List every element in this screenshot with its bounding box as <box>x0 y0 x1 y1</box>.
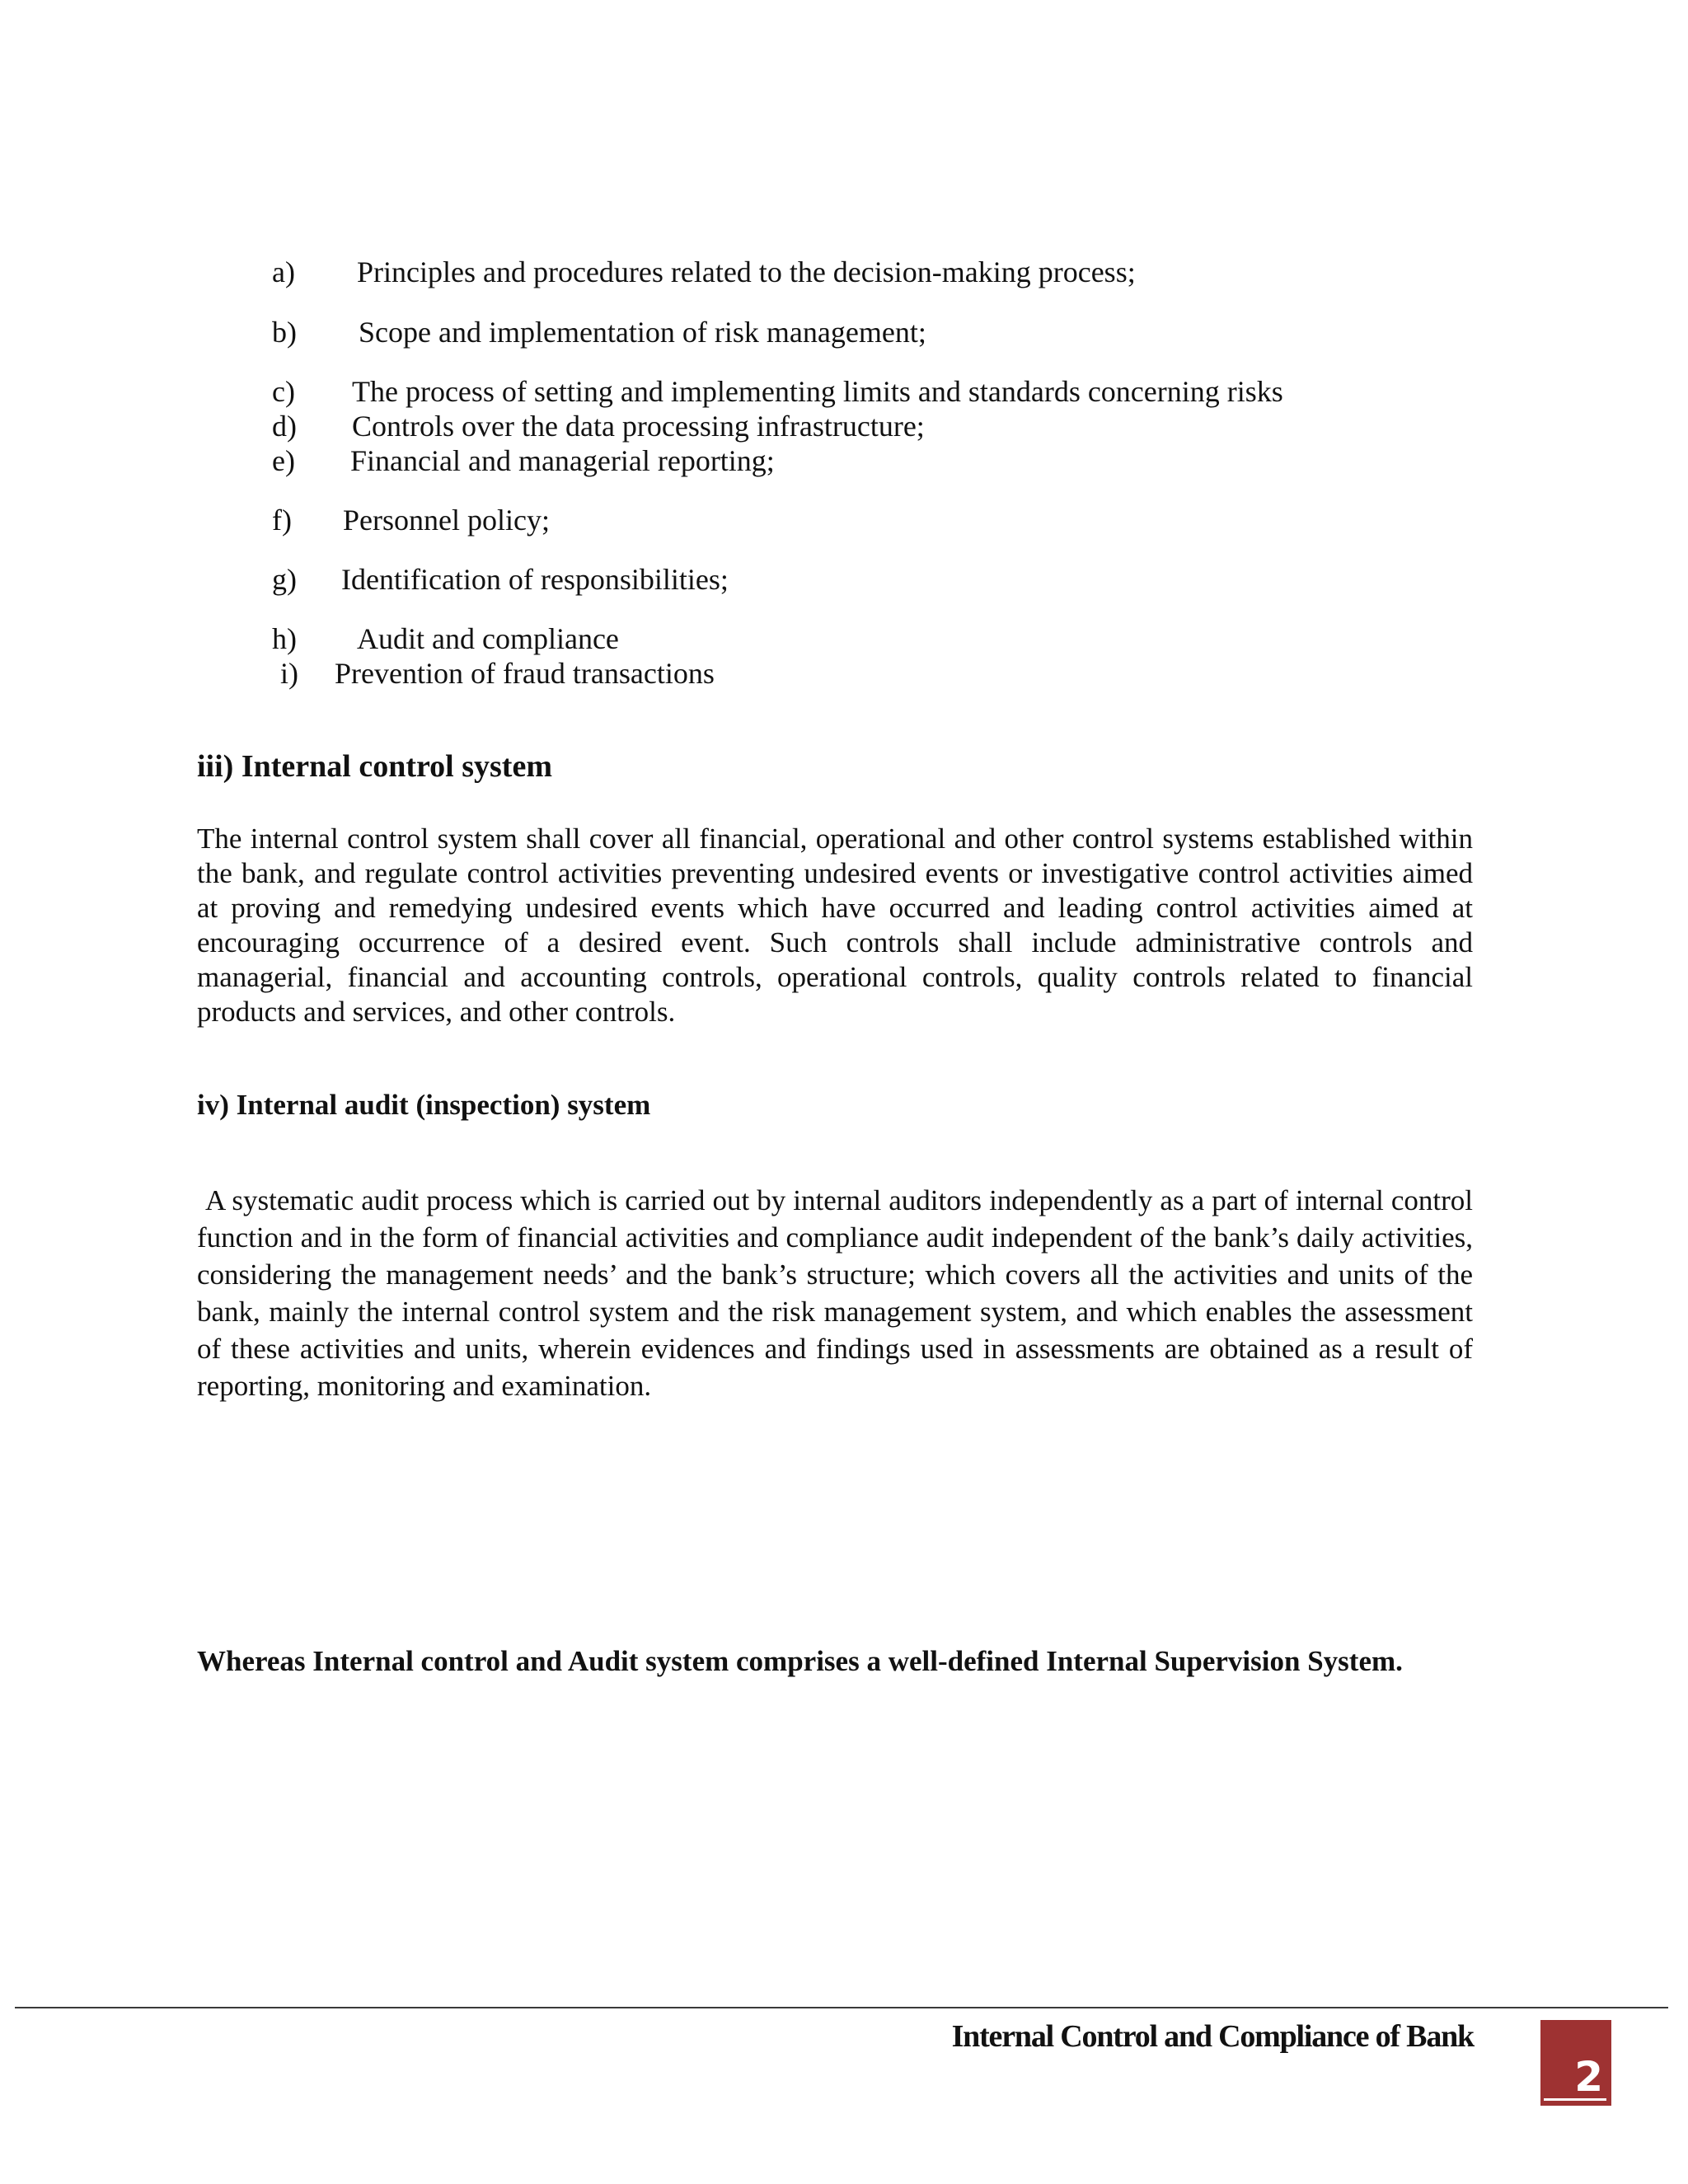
list-marker: h) <box>272 622 297 655</box>
internal-control-paragraph: The internal control system shall cover all financial, operational and other control systems established within the bank, and regulate control activities preventing undesired events or investigative control activities aimed at proving and remedying undesired events which have occurred and leading control activities aimed at encouraging occurrence of a desired event. Such controls shall include administrative controls and managerial, financial and accounting controls, operational controls, quality controls related to financial products and services, and other controls. <box>197 823 1473 1028</box>
page-number-underline <box>1544 2098 1606 2101</box>
internal-audit-paragraph: A systematic audit process which is carried out by internal auditors independently as a part of internal control function and in the form of financial activities and compliance audit independent of the bank’s daily activities, considering the management needs’ and the bank’s structure; which covers all the activities and units of the bank, mainly the internal control system and the risk management system, and which enables the assessment of these activities and units, wherein evidences and findings used in assessments are obtained as a result of reporting, monitoring and examination. <box>197 1184 1473 1402</box>
section-heading-internal-audit: iv) Internal audit (inspection) system <box>197 1089 651 1121</box>
list-marker: a) <box>272 255 295 288</box>
list-item-text: Prevention of fraud transactions <box>335 657 715 690</box>
list-marker: c) <box>272 375 295 408</box>
list-item-text: Audit and compliance <box>357 622 619 655</box>
section-heading-internal-control: iii) Internal control system <box>197 749 552 784</box>
list-item-text: Scope and implementation of risk management; <box>359 316 926 349</box>
list-item-text: Controls over the data processing infrastructure; <box>352 410 925 443</box>
list-marker: g) <box>272 563 297 596</box>
list-marker: e) <box>272 444 295 477</box>
list-marker: b) <box>272 316 297 349</box>
list-item-text: Principles and procedures related to the decision-making process; <box>357 255 1136 288</box>
footer-divider <box>15 2007 1668 2008</box>
list-marker: f) <box>272 504 292 537</box>
page-number-badge <box>1540 2020 1611 2106</box>
page-number: 2 <box>1574 2053 1603 2101</box>
list-marker: d) <box>272 410 297 443</box>
footer-title: Internal Control and Compliance of Bank <box>951 2019 1474 2054</box>
list-item-text: The process of setting and implementing limits and standards concerning risks <box>352 375 1283 408</box>
list-item-text: Identification of responsibilities; <box>341 563 729 596</box>
conclusion-statement: Whereas Internal control and Audit system comprises a well-defined Internal Supervision System. <box>197 1645 1403 1677</box>
list-item-text: Financial and managerial reporting; <box>350 444 775 477</box>
list-marker: i) <box>280 657 298 690</box>
list-item-text: Personnel policy; <box>343 504 550 537</box>
